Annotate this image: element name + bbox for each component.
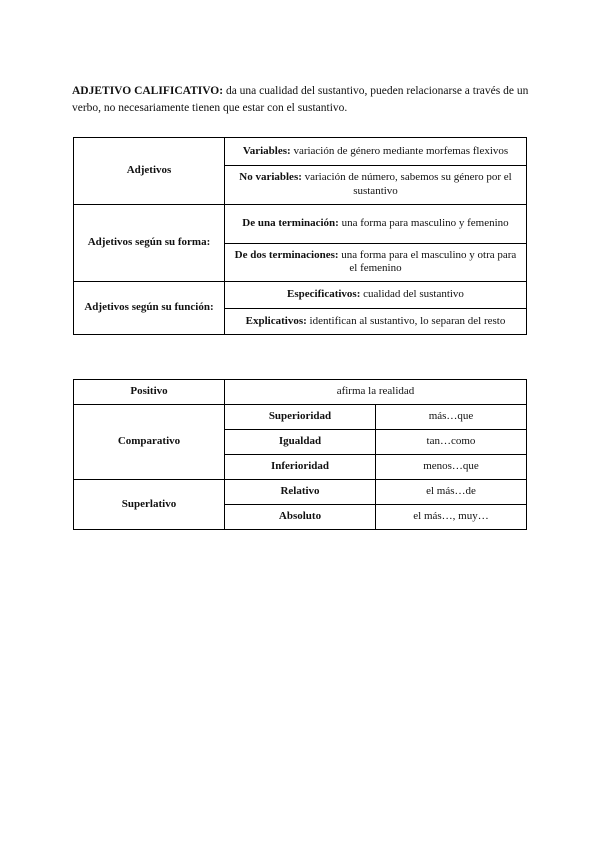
table-cell: Relativo bbox=[225, 480, 376, 505]
cell-text: variación de número, sabemos su género por el sustantivo bbox=[301, 171, 512, 197]
table-cell: Superioridad bbox=[225, 405, 376, 430]
cell-text: una forma para el masculino y otra para el femenino bbox=[338, 248, 517, 275]
table-cell: más…que bbox=[376, 405, 527, 430]
intro-term: ADJETIVO CALIFICATIVO: bbox=[72, 84, 224, 97]
table-cell bbox=[225, 243, 527, 282]
adjective-degrees-table bbox=[73, 379, 527, 530]
table-row bbox=[74, 205, 527, 244]
table-cell: afirma la realidad bbox=[225, 380, 527, 405]
table-cell: Igualdad bbox=[225, 430, 376, 455]
cell-term: De dos terminaciones: bbox=[234, 248, 339, 261]
cell-term: Especificativos: bbox=[287, 288, 361, 300]
table-cell: Absoluto bbox=[225, 505, 376, 530]
table-cell: Inferioridad bbox=[225, 455, 376, 480]
table-cell: tan…como bbox=[376, 430, 527, 455]
table-cell: el más…de bbox=[376, 480, 527, 505]
table-row bbox=[74, 480, 527, 505]
table-row bbox=[74, 405, 527, 430]
cell-term: Explicativos: bbox=[245, 314, 307, 327]
group-label: Adjetivos bbox=[74, 138, 225, 205]
degree-label: Superlativo bbox=[74, 480, 225, 530]
degree-label: Positivo bbox=[74, 380, 225, 405]
cell-text: identifican al sustantivo, lo separan del resto bbox=[306, 314, 506, 327]
table-cell bbox=[225, 308, 527, 335]
cell-term: No variables: bbox=[239, 171, 302, 184]
cell-text: variación de género mediante morfemas flexivos bbox=[290, 144, 509, 157]
cell-term: De una terminación: bbox=[242, 217, 339, 229]
table-cell bbox=[225, 165, 527, 204]
intro-text: da una cualidad del sustantivo, pueden relacionarse a través de un verbo, no necesariamente tienen que estar con el sustantivo. bbox=[72, 84, 529, 114]
table-cell bbox=[225, 205, 527, 244]
table-row bbox=[74, 138, 527, 166]
table-cell bbox=[225, 138, 527, 166]
group-label: Adjetivos según su forma: bbox=[74, 205, 225, 282]
cell-term: Variables: bbox=[242, 144, 291, 157]
adjective-types-table bbox=[73, 137, 527, 335]
cell-text: una forma para masculino y femenino bbox=[338, 217, 509, 229]
table-cell bbox=[225, 282, 527, 309]
table-cell: el más…, muy… bbox=[376, 505, 527, 530]
table-row bbox=[74, 282, 527, 309]
degree-label: Comparativo bbox=[74, 405, 225, 480]
intro-paragraph bbox=[72, 83, 532, 117]
table-cell: menos…que bbox=[376, 455, 527, 480]
cell-text: cualidad del sustantivo bbox=[360, 288, 464, 300]
group-label: Adjetivos según su función: bbox=[74, 282, 225, 335]
table-row bbox=[74, 380, 527, 405]
